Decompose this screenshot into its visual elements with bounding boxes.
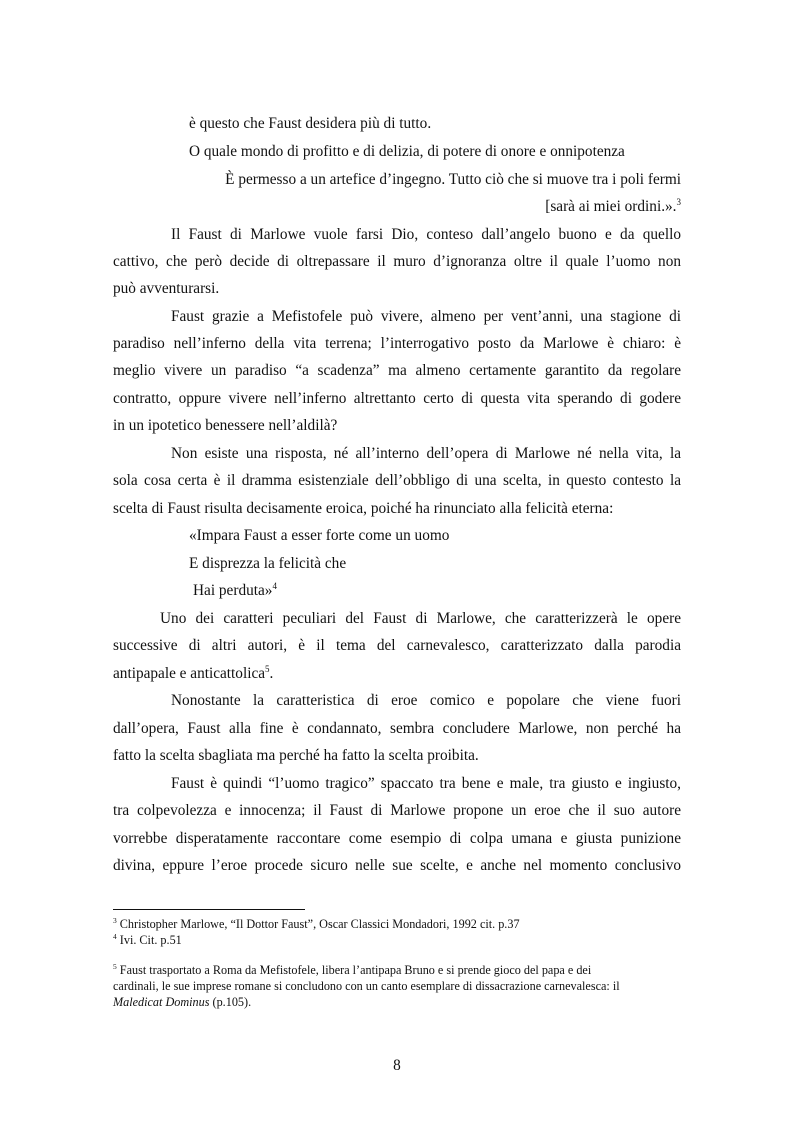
verse-line: [sarà ai miei ordini.».$^3$ bbox=[545, 197, 681, 215]
paragraph-line: tra colpevolezza e innocenza; il Faust di Marlowe propone un eroe che il suo autore bbox=[113, 802, 681, 819]
paragraph-line: cattivo, che però decide di oltrepassare il muro d’ignoranza oltre il quale l’uomo non bbox=[113, 253, 681, 270]
paragraph-line: antipapale e anticattolica$^5$. bbox=[113, 664, 274, 682]
page-number: 8 bbox=[393, 1057, 401, 1074]
footnote-ref[interactable]: 5 bbox=[265, 664, 270, 674]
paragraph-line: paradiso nell’inferno della vita terrena; l’interrogativo posto da Marlowe è chiaro: è bbox=[113, 335, 681, 352]
footnote-ref[interactable]: 4 bbox=[272, 581, 277, 591]
paragraph-line: Faust grazie a Mefistofele può vivere, almeno per vent’anni, una stagione di bbox=[171, 308, 681, 325]
paragraph-line: sola cosa certa è il dramma esistenziale dell’obbligo di una scelta, in questo contesto la bbox=[113, 472, 681, 489]
quote-line: «Impara Faust a esser forte come un uomo bbox=[189, 527, 450, 544]
paragraph-line: dall’opera, Faust alla fine è condannato, sembra concludere Marlowe, non perché ha bbox=[113, 720, 681, 737]
paragraph-line: divina, eppure l’eroe procede sicuro nelle sue scelte, e anche nel momento conclusivo bbox=[113, 857, 681, 874]
paragraph-line: Non esiste una risposta, né all’interno dell’opera di Marlowe né nella vita, la bbox=[171, 445, 681, 462]
verse-line: È permesso a un artefice d’ingegno. Tutto ciò che si muove tra i poli fermi bbox=[225, 171, 681, 188]
paragraph-line: Il Faust di Marlowe vuole farsi Dio, conteso dall’angelo buono e da quello bbox=[171, 226, 681, 243]
paragraph-line: vorrebbe disperatamente raccontare come esempio di colpa umana e giusta punizione bbox=[113, 830, 681, 847]
verse-line: è questo che Faust desidera più di tutto. bbox=[189, 115, 432, 132]
footnote: $^4$ Ivi. Cit. p.51 bbox=[113, 932, 182, 947]
paragraph-line: può avventurarsi. bbox=[113, 280, 220, 297]
paragraph-line: Uno dei caratteri peculiari del Faust di Marlowe, che caratterizzerà le opere bbox=[160, 610, 681, 627]
paragraph-line: in un ipotetico benessere nell’aldilà? bbox=[113, 417, 338, 434]
paragraph-line: Faust è quindi “l’uomo tragico” spaccato tra bene e male, tra giusto e ingiusto, bbox=[171, 775, 681, 792]
footnote: $^3$ Christopher Marlowe, “Il Dottor Faust”, Oscar Classici Mondadori, 1992 cit. p.37 bbox=[113, 916, 520, 931]
footnote-continuation: Maledicat Dominus (p.105). bbox=[113, 995, 252, 1009]
paragraph-line: fatto la scelta sbagliata ma perché ha fatto la scelta proibita. bbox=[113, 747, 479, 764]
paragraph-line: scelta di Faust risulta decisamente eroica, poiché ha rinunciato alla felicità eterna: bbox=[113, 500, 614, 517]
verse-line: O quale mondo di profitto e di delizia, di potere di onore e onnipotenza bbox=[189, 143, 625, 160]
footnote-ref[interactable]: 3 bbox=[676, 197, 681, 207]
footnote-continuation: cardinali, le sue imprese romane si concludono con un canto esemplare di dissacrazione carnevalesca: il bbox=[113, 979, 620, 993]
footnote-separator bbox=[113, 909, 305, 910]
footnote: $^5$ Faust trasportato a Roma da Mefistofele, libera l’antipapa Bruno e si prende gioco del papa e dei bbox=[113, 962, 592, 977]
paragraph-line: successive di altri autori, è il tema del carnevalesco, caratterizzato dalla parodia bbox=[113, 637, 681, 654]
paragraph-line: Nonostante la caratteristica di eroe comico e popolare che viene fuori bbox=[171, 692, 681, 709]
quote-line: E disprezza la felicità che bbox=[189, 555, 347, 572]
quote-line: Hai perduta»$^4$ bbox=[193, 581, 277, 599]
paragraph-line: meglio vivere un paradiso “a scadenza” ma almeno certamente garantito da regolare bbox=[113, 362, 681, 379]
paragraph-line: contratto, oppure vivere nell’inferno altrettanto certo di questa vita sperando di godere bbox=[113, 390, 681, 407]
